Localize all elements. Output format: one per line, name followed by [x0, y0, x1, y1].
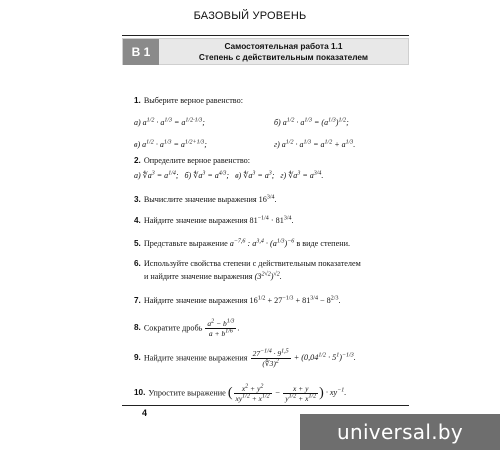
problem-2-options: а) $∜a^3 = a^{1/4}$; б) $∜a^3 = a^{4/3}$; в) $∜a^3 = a^3$; г) $∜a^3 = a^{3/4}$. [134, 170, 324, 180]
fraction-10b: $\frac{x + y}{y^{1/2} + x^{1/2}}$ [285, 384, 317, 403]
bottom-divider [122, 405, 409, 406]
section-level-heading: БАЗОВЫЙ УРОВЕНЬ [193, 10, 307, 22]
fraction-10a: $\frac{x^2 + y^2}{xy^{1/2} + x^{1/2}}$ [235, 383, 270, 403]
problem-1-option-c: в) $a^{1/2} \cdot a^{1/3} = a^{1/2+1/3}$; [134, 139, 207, 149]
problem-1: 1. Выберите верное равенство: [134, 96, 243, 105]
work-badge: B 1 [123, 39, 159, 65]
problem-5: 5. Представьте выражение $a^{-7,6}$ : $a^{3,4} \cdot (a^{1/3})^{-6}$ в виде степени. [134, 238, 351, 248]
work-title-box [122, 38, 409, 65]
problem-8: 8. Сократите дробь $\frac{a^2 - b^{1/3}}{a + b^{1/6}}$ . [134, 318, 240, 338]
fraction-9: $\frac{27^{-1/4} \cdot 9^{1,5}}{(∜3)^2}$ [252, 348, 289, 368]
work-title [163, 41, 404, 63]
problem-9: 9. Найдите значение выражения $\frac{27^{-1/4} \cdot 9^{1,5}}{(∜3)^2}$ + $(0,04^{1/2} \cdot 5^1)^{-1/3}$. [134, 348, 356, 368]
problem-1-option-a: а) $a^{1/2} \cdot a^{1/3} = a^{1/2\cdot 1/3}$; [134, 117, 205, 127]
problem-1-option-b: б) $a^{1/2} \cdot a^{1/3} = (a^{1/3})^{1/2}$; [274, 117, 349, 127]
fraction-8: $\frac{a^2 - b^{1/3}}{a + b^{1/6}}$ [207, 318, 235, 338]
top-divider [122, 35, 409, 36]
problem-6-line2: и найдите значение выражения $(3^{2√2})^{√2}$. [144, 271, 282, 281]
problem-3: 3. Вычислите значение выражения $16^{3/4}$. [134, 194, 277, 204]
problem-2: 2. Определите верное равенство: [134, 156, 251, 165]
problem-7: 7. Найдите значение выражения $16^{1/2} + 27^{-1/3} + 81^{3/4} - 8^{2/3}$. [134, 295, 341, 305]
problem-1-option-d: г) $a^{1/2} \cdot a^{1/3} = a^{1/2} + a^{1/3}$. [274, 139, 356, 149]
site-watermark: universal.by [300, 414, 500, 450]
work-title-line2: Степень с действительным показателем [198, 52, 369, 62]
problem-10: 10. Упростите выражение ( $\frac{x^2 + y^2}{xy^{1/2} + x^{1/2}}$ − $\frac{x + y}{y^{1/2} + x^{1/2}}$ ) · $xy^{-1}$. [134, 383, 347, 403]
problem-6: 6. Используйте свойства степени с действительным показателем [134, 259, 361, 268]
work-title-line1: Самостоятельная работа 1.1 [224, 41, 343, 51]
problem-4: 4. Найдите значение выражения $81^{-1/4} \cdot 81^{3/4}$. [134, 215, 294, 225]
page-number: 4 [142, 408, 148, 418]
